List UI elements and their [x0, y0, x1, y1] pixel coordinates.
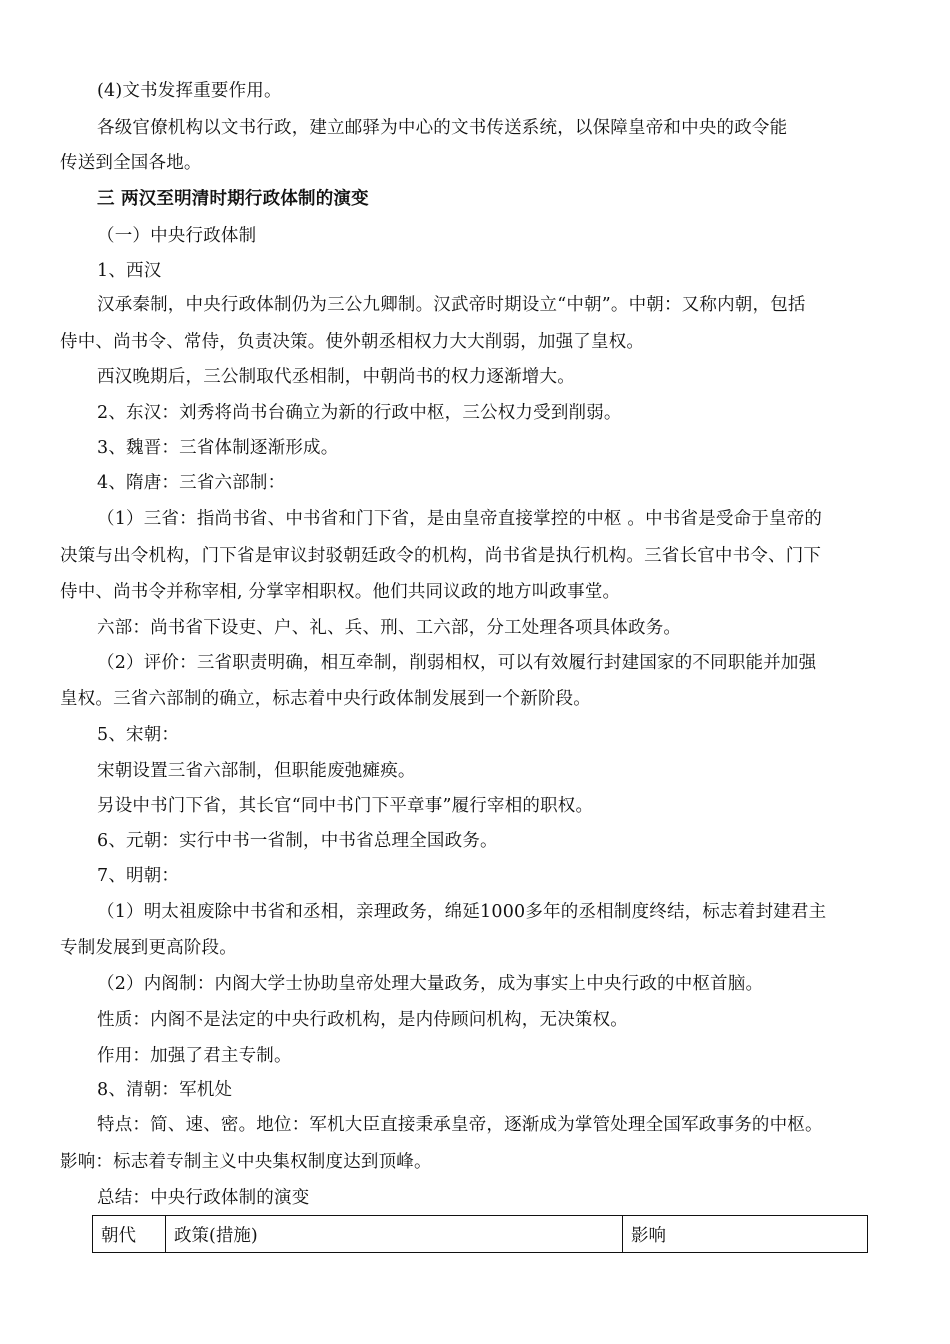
paragraph-line: 决策与出令机构，门下省是审议封驳朝廷政令的机构，尚书省是执行机构。三省长官中书令、门下	[60, 546, 822, 566]
table-header-cell: 政策(措施)	[166, 1216, 623, 1253]
paragraph-line: (4)文书发挥重要作用。	[97, 81, 282, 101]
item-heading: 6、元朝：实行中书一省制，中书省总理全国政务。	[97, 831, 498, 851]
item-heading: 3、魏晋：三省体制逐渐形成。	[97, 438, 339, 458]
paragraph-line: 六部：尚书省下设吏、户、礼、兵、刑、工六部，分工处理各项具体政务。	[97, 618, 682, 638]
item-heading: 1、西汉	[97, 261, 162, 281]
table-header-cell: 朝代	[93, 1216, 166, 1253]
paragraph-line: 作用：加强了君主专制。	[97, 1046, 292, 1066]
paragraph-line: 总结：中央行政体制的演变	[97, 1188, 310, 1208]
paragraph-line: （2）评价：三省职责明确，相互牵制，削弱相权，可以有效履行封建国家的不同职能并加强	[97, 653, 817, 673]
paragraph-line: 专制发展到更高阶段。	[60, 938, 237, 958]
subsection-heading: （一）中央行政体制	[97, 226, 257, 246]
paragraph-line: （2）内阁制：内阁大学士协助皇帝处理大量政务，成为事实上中央行政的中枢首脑。	[97, 974, 764, 994]
table-header-cell: 影响	[623, 1216, 868, 1253]
paragraph-line: （1）三省：指尚书省、中书省和门下省，是由皇帝直接掌控的中枢 。中书省是受命于皇帝的	[97, 509, 823, 529]
paragraph-line: 性质：内阁不是法定的中央行政机构，是内侍顾问机构，无决策权。	[97, 1010, 628, 1030]
paragraph-line: （1）明太祖废除中书省和丞相，亲理政务，绵延1000多年的丞相制度终结，标志着封建君主	[97, 902, 827, 922]
table-header-row	[93, 1216, 868, 1253]
paragraph-line: 特点：简、速、密。地位：军机大臣直接秉承皇帝，逐渐成为掌管处理全国军政事务的中枢。	[97, 1115, 823, 1135]
paragraph-line: 影响：标志着专制主义中央集权制度达到顶峰。	[60, 1152, 432, 1172]
paragraph-line: 传送到全国各地。	[60, 153, 202, 173]
paragraph-line: 汉承秦制，中央行政体制仍为三公九卿制。汉武帝时期设立“中朝”。中朝：又称内朝，包括	[97, 295, 806, 315]
paragraph-line: 侍中、尚书令并称宰相, 分掌宰相职权。他们共同议政的地方叫政事堂。	[60, 582, 621, 602]
section-heading: 三 两汉至明清时期行政体制的演变	[97, 189, 369, 209]
item-heading: 4、隋唐：三省六部制：	[97, 473, 286, 493]
summary-table	[92, 1215, 868, 1253]
paragraph-line: 皇权。三省六部制的确立，标志着中央行政体制发展到一个新阶段。	[60, 689, 591, 709]
paragraph-line: 侍中、尚书令、常侍，负责决策。使外朝丞相权力大大削弱，加强了皇权。	[60, 332, 645, 352]
paragraph-line: 各级官僚机构以文书行政，建立邮驿为中心的文书传送系统，以保障皇帝和中央的政令能	[97, 118, 788, 138]
item-heading: 7、明朝：	[97, 866, 180, 886]
item-heading: 8、清朝：军机处	[97, 1080, 233, 1100]
item-heading: 5、宋朝：	[97, 725, 180, 745]
paragraph-line: 宋朝设置三省六部制，但职能废弛瘫痪。	[97, 761, 416, 781]
item-heading: 2、东汉：刘秀将尚书台确立为新的行政中枢，三公权力受到削弱。	[97, 403, 622, 423]
paragraph-line: 另设中书门下省，其长官“同中书门下平章事”履行宰相的职权。	[97, 796, 594, 816]
paragraph-line: 西汉晚期后，三公制取代丞相制，中朝尚书的权力逐渐增大。	[97, 367, 575, 387]
